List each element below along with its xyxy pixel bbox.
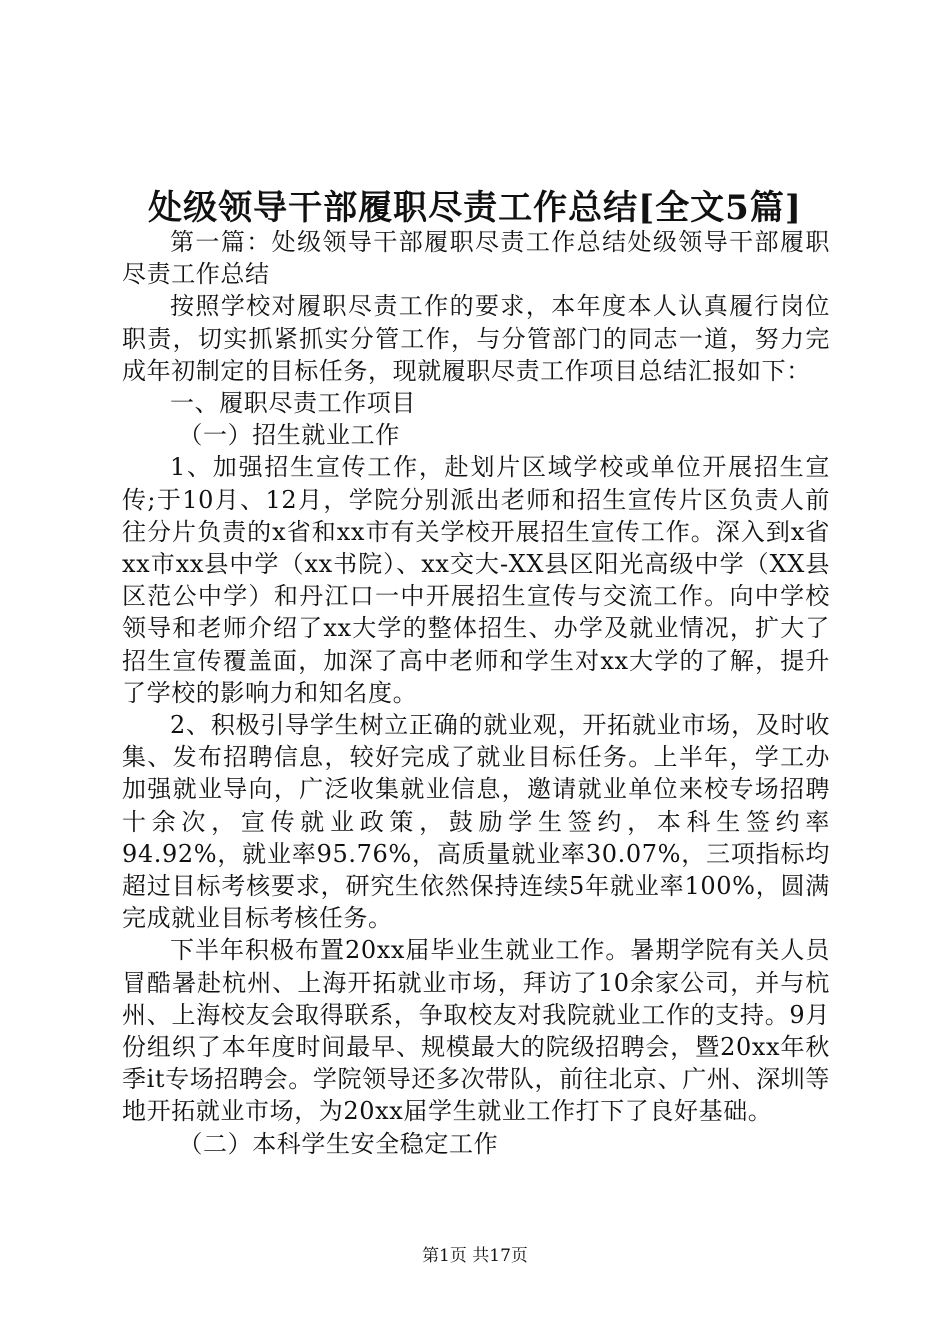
- section-heading-work-items: 一、履职尽责工作项目: [170, 389, 416, 418]
- paragraph-part-one-heading: 第一篇：处级领导干部履职尽责工作总结处级领导干部履职尽责工作总结: [122, 228, 830, 289]
- document-title: 处级领导干部履职尽责工作总结[全文5篇]: [148, 188, 802, 228]
- subsection-heading-admissions-employment: （一）招生就业工作: [178, 421, 400, 450]
- paragraph-intro: 按照学校对履职尽责工作的要求，本年度本人认真履行岗位职责，切实抓紧抓实分管工作，与分管部门的同志一道，努力完成年初制定的目标任务，现就履职尽责工作项目总结汇报如下：: [122, 292, 830, 385]
- paragraph-admissions-promotion: 1、加强招生宣传工作，赴划片区域学校或单位开展招生宣传;于10月、12月，学院分别派出老师和招生宣传片区负责人前往分片负责的x省和xx市有关学校开展招生宣传工作。深入到x省xx市xx县中学（xx书院）、xx交大-XX县区阳光高级中学（XX县区范公中学）和丹江口一中开展招生宣传与交流工作。向中学校领导和老师介绍了xx大学的整体招生、办学及就业情况，扩大了招生宣传覆盖面，加深了高中老师和学生对xx大学的了解，提升了学校的影响力和知名度。: [122, 453, 830, 707]
- paragraph-employment-guidance: 2、积极引导学生树立正确的就业观，开拓就业市场，及时收集、发布招聘信息，较好完成了就业目标任务。上半年，学工办加强就业导向，广泛收集就业信息，邀请就业单位来校专场招聘十余次，宣传就业政策，鼓励学生签约，本科生签约率94.92%，就业率95.76%，高质量就业率30.07%，三项指标均超过目标考核要求，研究生依然保持连续5年就业率100%，圆满完成就业目标考核任务。: [122, 711, 830, 933]
- document-body: [122, 226, 830, 1160]
- page-footer: 第1页 共17页: [422, 1246, 528, 1266]
- paragraph-second-half-employment: 下半年积极布置20xx届毕业生就业工作。暑期学院有关人员冒酷暑赴杭州、上海开拓就业市场，拜访了10余家公司，并与杭州、上海校友会取得联系，争取校友对我院就业工作的支持。9月份组织了本年度时间最早、规模最大的院级招聘会，暨20xx年秋季it专场招聘会。学院领导还多次带队，前往北京、广州、深圳等地开拓就业市场，为20xx届学生就业工作打下了良好基础。: [122, 936, 830, 1126]
- subsection-heading-student-safety: （二）本科学生安全稳定工作: [178, 1129, 499, 1158]
